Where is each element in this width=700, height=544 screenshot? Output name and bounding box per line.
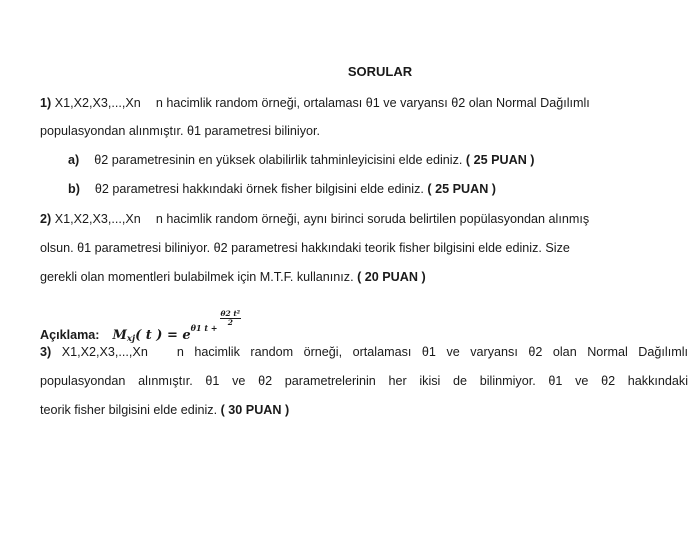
formula-fraction-denominator: 2 <box>227 318 233 327</box>
question-2-number: 2) <box>40 212 52 226</box>
question-1a-text: θ2 parametresinin en yüksek olabilirlik tahminleyicisini elde ediniz. <box>94 153 463 167</box>
question-2-line-3-text: gerekli olan momentleri bulabilmek için M.T.F. kullanınız. <box>40 270 354 284</box>
note-label: Açıklama: <box>40 328 100 342</box>
question-1-number: 1) <box>40 96 52 110</box>
question-2-line-2: olsun. θ1 parametresi biliniyor. θ2 parametresi hakkındaki teorik fisher bilgisini elde ediniz. Size <box>40 241 570 255</box>
question-3-line-1 <box>40 344 688 360</box>
formula-lhs: M <box>112 328 127 343</box>
question-1-line-2: populasyondan alınmıştır. θ1 parametresi biliniyor. <box>40 124 321 138</box>
question-2-vars: X1,X2,X3,...,Xn <box>54 212 141 226</box>
question-2-line-3 <box>40 269 426 285</box>
question-1-vars: X1,X2,X3,...,Xn <box>54 96 141 110</box>
question-3-number: 3) <box>40 345 52 359</box>
question-3-line-3-text: teorik fisher bilgisini elde ediniz. <box>40 403 218 417</box>
formula-fraction-numerator: θ2 t² <box>220 309 241 318</box>
question-1-line-1 <box>40 95 590 111</box>
note-formula <box>40 310 241 346</box>
page-title: SORULAR <box>347 64 413 79</box>
formula-rhs: ( t ) = e <box>135 328 191 343</box>
question-3-text: n hacimlik random örneği, ortalaması θ1 ve varyansı θ2 olan Normal Dağılımlı <box>176 345 688 359</box>
formula-lhs-subscript: xj <box>126 334 136 344</box>
question-1a-label: a) <box>68 153 80 167</box>
question-1b-points: ( 25 PUAN ) <box>427 182 496 196</box>
question-3-line-2: populasyondan alınmıştır. θ1 ve θ2 parametrelerinin her ikisi de bilinmiyor. θ1 ve θ2 hakkındaki <box>40 374 688 388</box>
question-3-points: ( 30 PUAN ) <box>220 403 290 417</box>
question-1b-text: θ2 parametresi hakkındaki örnek fisher bilgisini elde ediniz. <box>94 182 424 196</box>
question-3-vars: X1,X2,X3,...,Xn <box>61 345 148 359</box>
question-2-points: ( 20 PUAN ) <box>357 270 426 284</box>
question-2-text: n hacimlik random örneği, aynı birinci soruda belirtilen popülasyondan alınmış <box>155 212 590 226</box>
formula <box>112 309 242 344</box>
formula-exponent <box>190 309 241 333</box>
question-2-line-1 <box>40 211 589 227</box>
question-1-text: n hacimlik random örneği, ortalaması θ1 ve varyansı θ2 olan Normal Dağılımlı <box>155 96 590 110</box>
question-1a <box>68 152 534 168</box>
formula-exponent-main: θ1 t + <box>190 323 218 333</box>
question-1b <box>68 181 496 197</box>
question-3-line-3 <box>40 402 289 418</box>
question-1b-label: b) <box>68 182 80 196</box>
question-1a-points: ( 25 PUAN ) <box>465 153 535 167</box>
formula-exponent-fraction <box>220 310 242 327</box>
